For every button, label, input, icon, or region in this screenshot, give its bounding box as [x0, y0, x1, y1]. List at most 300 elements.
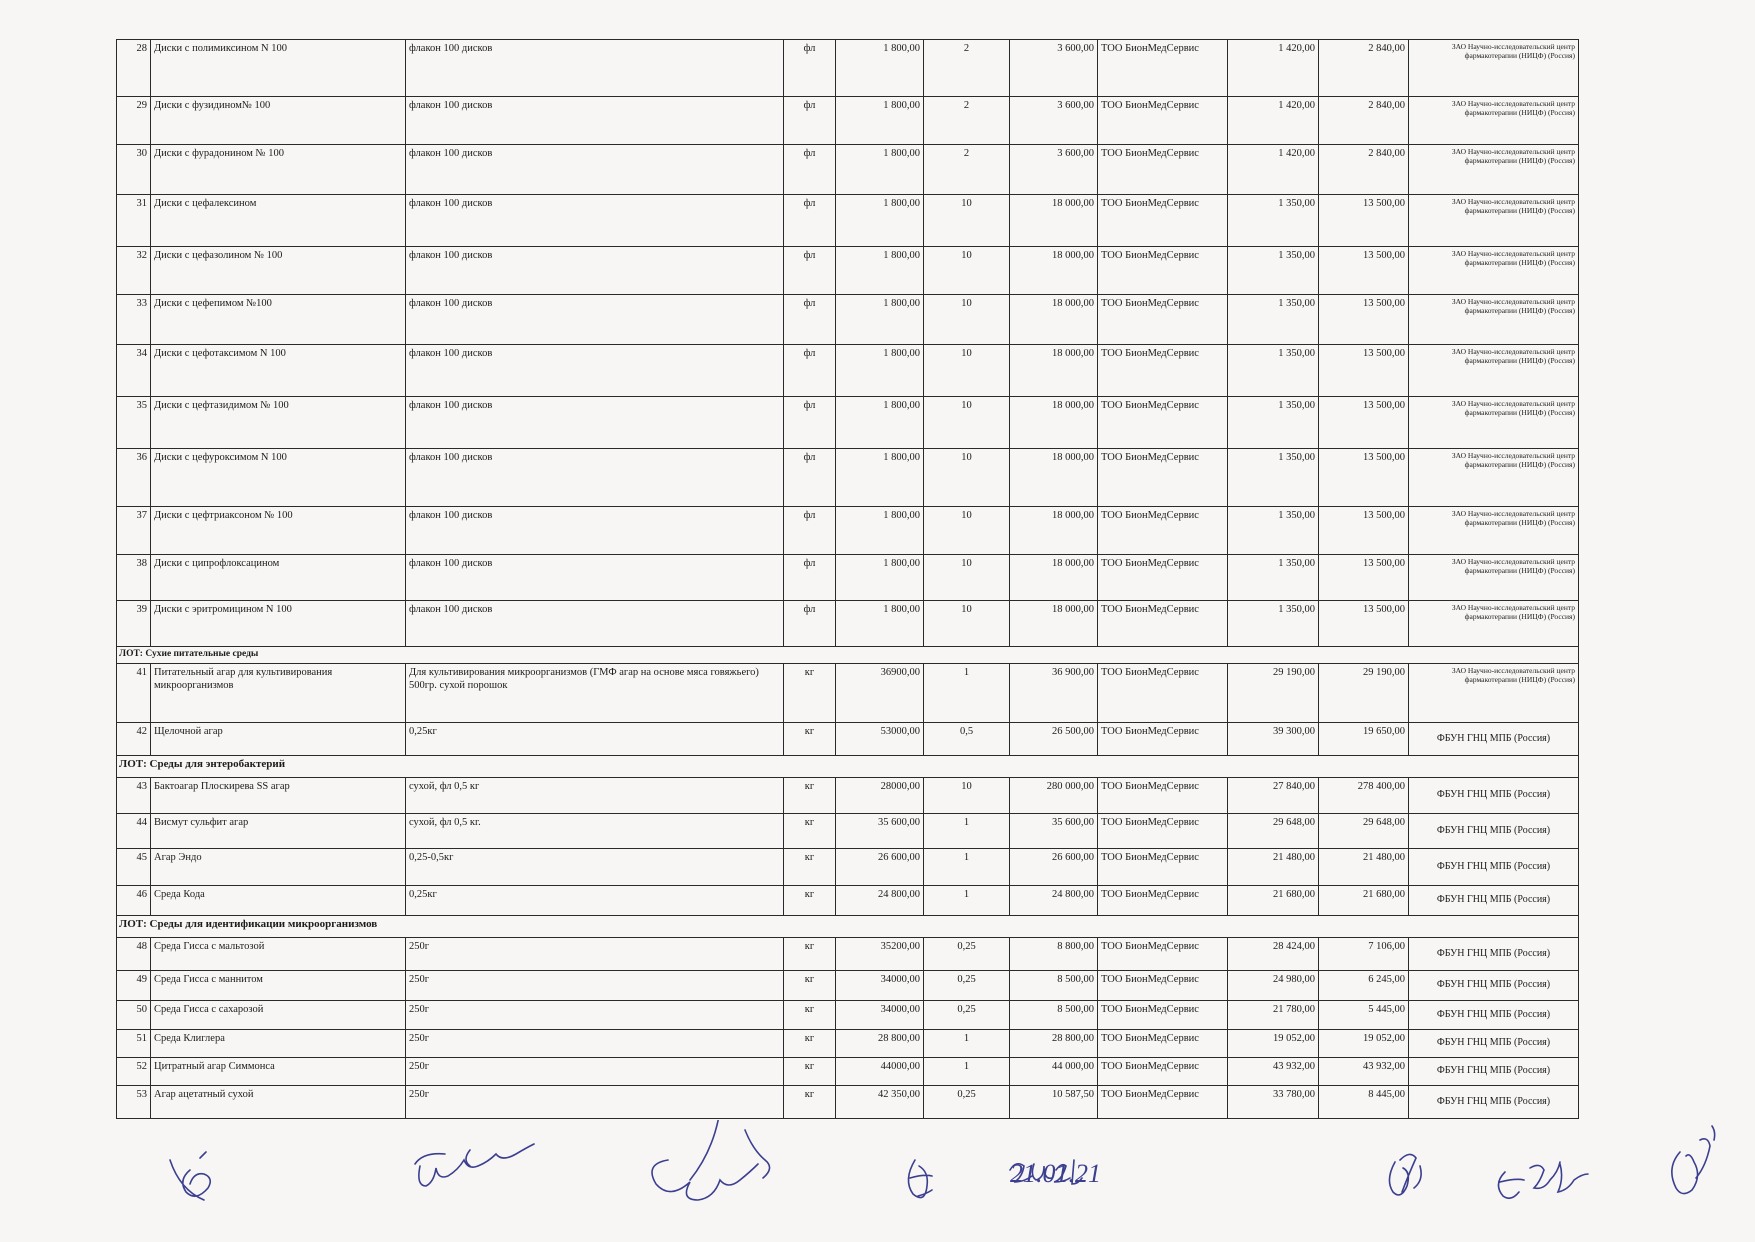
item-name: Среда Гисса с маннитом	[151, 971, 406, 1001]
item-packaging: флакон 100 дисков	[406, 145, 784, 195]
row-number: 41	[117, 664, 151, 723]
manufacturer: ФБУН ГНЦ МПБ (Россия)	[1409, 886, 1579, 916]
table-row	[117, 664, 1579, 723]
manufacturer: ЗАО Научно-исследовательский центр фармакотерапии (НИЦФ) (Россия)	[1409, 40, 1579, 97]
quantity: 10	[924, 449, 1010, 507]
total-sum: 18 000,00	[1010, 601, 1098, 647]
total-sum: 3 600,00	[1010, 145, 1098, 195]
table-row	[117, 971, 1579, 1001]
supplier-price: 1 350,00	[1228, 195, 1319, 247]
supplier-name: ТОО БионМедСервис	[1098, 397, 1228, 449]
supplier-name: ТОО БионМедСервис	[1098, 507, 1228, 555]
supplier-sum: 278 400,00	[1319, 778, 1409, 814]
item-unit: кг	[784, 1001, 836, 1030]
total-sum: 18 000,00	[1010, 345, 1098, 397]
unit-price: 1 800,00	[836, 601, 924, 647]
signature-3	[652, 1120, 770, 1200]
table-row	[117, 345, 1579, 397]
quantity: 1	[924, 1030, 1010, 1058]
manufacturer: ФБУН ГНЦ МПБ (Россия)	[1409, 1086, 1579, 1119]
supplier-price: 29 648,00	[1228, 814, 1319, 849]
supplier-sum: 13 500,00	[1319, 195, 1409, 247]
total-sum: 3 600,00	[1010, 40, 1098, 97]
table-row	[117, 449, 1579, 507]
supplier-sum: 29 648,00	[1319, 814, 1409, 849]
row-number: 48	[117, 938, 151, 971]
manufacturer: ФБУН ГНЦ МПБ (Россия)	[1409, 1058, 1579, 1086]
total-sum: 18 000,00	[1010, 247, 1098, 295]
supplier-name: ТОО БионМедСервис	[1098, 449, 1228, 507]
item-name: Диски с фузидином№ 100	[151, 97, 406, 145]
total-sum: 18 000,00	[1010, 449, 1098, 507]
quantity: 10	[924, 555, 1010, 601]
table-row	[117, 507, 1579, 555]
table-row	[117, 723, 1579, 756]
item-name: Питательный агар для культивирования микроорганизмов	[151, 664, 406, 723]
item-packaging: флакон 100 дисков	[406, 97, 784, 145]
total-sum: 18 000,00	[1010, 195, 1098, 247]
row-number: 49	[117, 971, 151, 1001]
unit-price: 1 800,00	[836, 345, 924, 397]
item-unit: кг	[784, 664, 836, 723]
manufacturer: ФБУН ГНЦ МПБ (Россия)	[1409, 1030, 1579, 1058]
supplier-sum: 13 500,00	[1319, 295, 1409, 345]
supplier-sum: 21 680,00	[1319, 886, 1409, 916]
unit-price: 1 800,00	[836, 555, 924, 601]
supplier-name: ТОО БионМедСервис	[1098, 778, 1228, 814]
manufacturer: ЗАО Научно-исследовательский центр фармакотерапии (НИЦФ) (Россия)	[1409, 507, 1579, 555]
row-number: 36	[117, 449, 151, 507]
item-packaging: 250г	[406, 938, 784, 971]
item-packaging: сухой, фл 0,5 кг	[406, 778, 784, 814]
supplier-price: 1 420,00	[1228, 40, 1319, 97]
row-number: 37	[117, 507, 151, 555]
supplier-price: 1 350,00	[1228, 295, 1319, 345]
supplier-name: ТОО БионМедСервис	[1098, 886, 1228, 916]
supplier-name: ТОО БионМедСервис	[1098, 664, 1228, 723]
supplier-name: ТОО БионМедСервис	[1098, 1001, 1228, 1030]
item-name: Среда Кода	[151, 886, 406, 916]
unit-price: 24 800,00	[836, 886, 924, 916]
item-packaging: 250г	[406, 971, 784, 1001]
total-sum: 8 500,00	[1010, 1001, 1098, 1030]
table-row	[117, 397, 1579, 449]
item-unit: кг	[784, 814, 836, 849]
supplier-sum: 29 190,00	[1319, 664, 1409, 723]
item-name: Агар ацетатный сухой	[151, 1086, 406, 1119]
total-sum: 280 000,00	[1010, 778, 1098, 814]
supplier-price: 1 350,00	[1228, 449, 1319, 507]
item-packaging: флакон 100 дисков	[406, 507, 784, 555]
table-row	[117, 938, 1579, 971]
table-row	[117, 778, 1579, 814]
item-name: Диски с цефтазидимом № 100	[151, 397, 406, 449]
quantity: 10	[924, 397, 1010, 449]
quantity: 10	[924, 295, 1010, 345]
table-row	[117, 195, 1579, 247]
signatures	[0, 1120, 1755, 1242]
procurement-table	[116, 39, 1579, 1119]
item-unit: кг	[784, 938, 836, 971]
supplier-name: ТОО БионМедСервис	[1098, 195, 1228, 247]
signature-7	[1498, 1162, 1588, 1198]
supplier-sum: 43 932,00	[1319, 1058, 1409, 1086]
item-packaging: флакон 100 дисков	[406, 601, 784, 647]
total-sum: 35 600,00	[1010, 814, 1098, 849]
lot-title: ЛОТ: Сухие питательные среды	[117, 647, 1579, 664]
lot-title: ЛОТ: Среды для энтеробактерий	[117, 756, 1579, 778]
item-unit: фл	[784, 555, 836, 601]
item-name: Диски с цефепимом №100	[151, 295, 406, 345]
quantity: 0,25	[924, 938, 1010, 971]
supplier-name: ТОО БионМедСервис	[1098, 601, 1228, 647]
manufacturer: ФБУН ГНЦ МПБ (Россия)	[1409, 1001, 1579, 1030]
supplier-price: 1 420,00	[1228, 97, 1319, 145]
unit-price: 1 800,00	[836, 195, 924, 247]
manufacturer: ФБУН ГНЦ МПБ (Россия)	[1409, 938, 1579, 971]
item-unit: фл	[784, 247, 836, 295]
item-unit: фл	[784, 145, 836, 195]
row-number: 51	[117, 1030, 151, 1058]
supplier-price: 21 680,00	[1228, 886, 1319, 916]
manufacturer: ФБУН ГНЦ МПБ (Россия)	[1409, 849, 1579, 886]
item-name: Щелочной агар	[151, 723, 406, 756]
table-row	[117, 886, 1579, 916]
row-number: 43	[117, 778, 151, 814]
supplier-name: ТОО БионМедСервис	[1098, 97, 1228, 145]
table-row	[117, 1001, 1579, 1030]
unit-price: 36900,00	[836, 664, 924, 723]
item-unit: фл	[784, 601, 836, 647]
manufacturer: ЗАО Научно-исследовательский центр фармакотерапии (НИЦФ) (Россия)	[1409, 195, 1579, 247]
supplier-sum: 19 052,00	[1319, 1030, 1409, 1058]
item-unit: фл	[784, 195, 836, 247]
row-number: 32	[117, 247, 151, 295]
total-sum: 3 600,00	[1010, 97, 1098, 145]
item-packaging: флакон 100 дисков	[406, 449, 784, 507]
lot-header	[117, 647, 1579, 664]
supplier-sum: 13 500,00	[1319, 555, 1409, 601]
item-unit: кг	[784, 1086, 836, 1119]
supplier-price: 1 420,00	[1228, 145, 1319, 195]
total-sum: 8 800,00	[1010, 938, 1098, 971]
quantity: 2	[924, 40, 1010, 97]
item-unit: кг	[784, 723, 836, 756]
unit-price: 1 800,00	[836, 449, 924, 507]
supplier-name: ТОО БионМедСервис	[1098, 345, 1228, 397]
supplier-name: ТОО БионМедСервис	[1098, 247, 1228, 295]
table-row	[117, 1086, 1579, 1119]
supplier-sum: 19 650,00	[1319, 723, 1409, 756]
total-sum: 26 600,00	[1010, 849, 1098, 886]
item-name: Агар Эндо	[151, 849, 406, 886]
item-name: Среда Гисса с мальтозой	[151, 938, 406, 971]
supplier-sum: 2 840,00	[1319, 145, 1409, 195]
unit-price: 1 800,00	[836, 40, 924, 97]
unit-price: 44000,00	[836, 1058, 924, 1086]
supplier-name: ТОО БионМедСервис	[1098, 295, 1228, 345]
unit-price: 1 800,00	[836, 397, 924, 449]
manufacturer: ЗАО Научно-исследовательский центр фармакотерапии (НИЦФ) (Россия)	[1409, 397, 1579, 449]
row-number: 46	[117, 886, 151, 916]
unit-price: 1 800,00	[836, 507, 924, 555]
item-unit: фл	[784, 295, 836, 345]
manufacturer: ЗАО Научно-исследовательский центр фармакотерапии (НИЦФ) (Россия)	[1409, 345, 1579, 397]
table-body	[117, 40, 1579, 1119]
supplier-price: 1 350,00	[1228, 507, 1319, 555]
item-name: Цитратный агар Симмонса	[151, 1058, 406, 1086]
supplier-name: ТОО БионМедСервис	[1098, 40, 1228, 97]
signature-4	[908, 1160, 932, 1198]
row-number: 53	[117, 1086, 151, 1119]
item-packaging: флакон 100 дисков	[406, 195, 784, 247]
item-packaging: 250г	[406, 1001, 784, 1030]
item-unit: фл	[784, 507, 836, 555]
item-name: Диски с эритромицином N 100	[151, 601, 406, 647]
item-packaging: 0,25кг	[406, 723, 784, 756]
table-row	[117, 40, 1579, 97]
manufacturer: ЗАО Научно-исследовательский центр фармакотерапии (НИЦФ) (Россия)	[1409, 295, 1579, 345]
manufacturer: ЗАО Научно-исследовательский центр фармакотерапии (НИЦФ) (Россия)	[1409, 247, 1579, 295]
supplier-sum: 13 500,00	[1319, 345, 1409, 397]
manufacturer: ЗАО Научно-исследовательский центр фармакотерапии (НИЦФ) (Россия)	[1409, 555, 1579, 601]
item-name: Диски с ципрофлоксацином	[151, 555, 406, 601]
supplier-price: 43 932,00	[1228, 1058, 1319, 1086]
quantity: 1	[924, 814, 1010, 849]
quantity: 10	[924, 601, 1010, 647]
row-number: 38	[117, 555, 151, 601]
item-packaging: 250г	[406, 1086, 784, 1119]
table-row	[117, 295, 1579, 345]
supplier-price: 1 350,00	[1228, 601, 1319, 647]
total-sum: 28 800,00	[1010, 1030, 1098, 1058]
quantity: 2	[924, 145, 1010, 195]
unit-price: 1 800,00	[836, 97, 924, 145]
item-name: Диски с фурадонином № 100	[151, 145, 406, 195]
quantity: 10	[924, 247, 1010, 295]
supplier-sum: 13 500,00	[1319, 247, 1409, 295]
supplier-sum: 13 500,00	[1319, 507, 1409, 555]
item-packaging: сухой, фл 0,5 кг.	[406, 814, 784, 849]
supplier-name: ТОО БионМедСервис	[1098, 849, 1228, 886]
unit-price: 53000,00	[836, 723, 924, 756]
quantity: 10	[924, 345, 1010, 397]
signature-6	[1389, 1154, 1421, 1194]
item-name: Среда Клиглера	[151, 1030, 406, 1058]
total-sum: 8 500,00	[1010, 971, 1098, 1001]
supplier-price: 28 424,00	[1228, 938, 1319, 971]
table-row	[117, 1030, 1579, 1058]
signature-2	[415, 1144, 534, 1186]
row-number: 52	[117, 1058, 151, 1086]
quantity: 1	[924, 849, 1010, 886]
supplier-price: 1 350,00	[1228, 247, 1319, 295]
manufacturer: ЗАО Научно-исследовательский центр фармакотерапии (НИЦФ) (Россия)	[1409, 97, 1579, 145]
item-unit: кг	[784, 886, 836, 916]
item-name: Висмут сульфит агар	[151, 814, 406, 849]
supplier-price: 24 980,00	[1228, 971, 1319, 1001]
item-unit: фл	[784, 345, 836, 397]
quantity: 10	[924, 778, 1010, 814]
table-row	[117, 145, 1579, 195]
item-name: Среда Гисса с сахарозой	[151, 1001, 406, 1030]
supplier-name: ТОО БионМедСервис	[1098, 555, 1228, 601]
manufacturer: ЗАО Научно-исследовательский центр фармакотерапии (НИЦФ) (Россия)	[1409, 601, 1579, 647]
supplier-price: 21 480,00	[1228, 849, 1319, 886]
row-number: 33	[117, 295, 151, 345]
total-sum: 24 800,00	[1010, 886, 1098, 916]
supplier-name: ТОО БионМедСервис	[1098, 814, 1228, 849]
total-sum: 18 000,00	[1010, 555, 1098, 601]
unit-price: 42 350,00	[836, 1086, 924, 1119]
manufacturer: ЗАО Научно-исследовательский центр фармакотерапии (НИЦФ) (Россия)	[1409, 664, 1579, 723]
item-packaging: флакон 100 дисков	[406, 397, 784, 449]
item-packaging: 0,25кг	[406, 886, 784, 916]
unit-price: 1 800,00	[836, 247, 924, 295]
supplier-sum: 13 500,00	[1319, 449, 1409, 507]
item-packaging: флакон 100 дисков	[406, 555, 784, 601]
row-number: 44	[117, 814, 151, 849]
row-number: 30	[117, 145, 151, 195]
manufacturer: ФБУН ГНЦ МПБ (Россия)	[1409, 971, 1579, 1001]
supplier-name: ТОО БионМедСервис	[1098, 1030, 1228, 1058]
supplier-sum: 6 245,00	[1319, 971, 1409, 1001]
supplier-sum: 2 840,00	[1319, 40, 1409, 97]
row-number: 45	[117, 849, 151, 886]
supplier-price: 29 190,00	[1228, 664, 1319, 723]
supplier-name: ТОО БионМедСервис	[1098, 723, 1228, 756]
supplier-price: 27 840,00	[1228, 778, 1319, 814]
quantity: 0,25	[924, 1001, 1010, 1030]
row-number: 50	[117, 1001, 151, 1030]
quantity: 10	[924, 507, 1010, 555]
quantity: 1	[924, 664, 1010, 723]
supplier-name: ТОО БионМедСервис	[1098, 1086, 1228, 1119]
table-row	[117, 97, 1579, 145]
item-packaging: 250г	[406, 1058, 784, 1086]
table-row	[117, 1058, 1579, 1086]
table-row	[117, 555, 1579, 601]
unit-price: 28000,00	[836, 778, 924, 814]
item-unit: кг	[784, 849, 836, 886]
signature-date: 21.01.21	[1010, 1159, 1101, 1188]
item-packaging: флакон 100 дисков	[406, 40, 784, 97]
item-packaging: флакон 100 дисков	[406, 345, 784, 397]
total-sum: 18 000,00	[1010, 507, 1098, 555]
item-unit: фл	[784, 97, 836, 145]
signature-8	[1672, 1126, 1715, 1194]
quantity: 0,5	[924, 723, 1010, 756]
unit-price: 34000,00	[836, 971, 924, 1001]
item-unit: кг	[784, 971, 836, 1001]
unit-price: 26 600,00	[836, 849, 924, 886]
total-sum: 10 587,50	[1010, 1086, 1098, 1119]
row-number: 34	[117, 345, 151, 397]
item-packaging: флакон 100 дисков	[406, 247, 784, 295]
item-name: Диски с цефазолином № 100	[151, 247, 406, 295]
manufacturer: ЗАО Научно-исследовательский центр фармакотерапии (НИЦФ) (Россия)	[1409, 145, 1579, 195]
total-sum: 26 500,00	[1010, 723, 1098, 756]
supplier-sum: 21 480,00	[1319, 849, 1409, 886]
table-row	[117, 601, 1579, 647]
unit-price: 1 800,00	[836, 145, 924, 195]
table-row	[117, 814, 1579, 849]
item-name: Диски с цефуроксимом N 100	[151, 449, 406, 507]
supplier-name: ТОО БионМедСервис	[1098, 971, 1228, 1001]
supplier-sum: 13 500,00	[1319, 397, 1409, 449]
row-number: 31	[117, 195, 151, 247]
row-number: 39	[117, 601, 151, 647]
supplier-name: ТОО БионМедСервис	[1098, 145, 1228, 195]
supplier-price: 21 780,00	[1228, 1001, 1319, 1030]
quantity: 2	[924, 97, 1010, 145]
item-name: Диски с цефтриаксоном № 100	[151, 507, 406, 555]
item-unit: фл	[784, 449, 836, 507]
item-packaging: 250г	[406, 1030, 784, 1058]
table-row	[117, 849, 1579, 886]
row-number: 42	[117, 723, 151, 756]
manufacturer: ФБУН ГНЦ МПБ (Россия)	[1409, 778, 1579, 814]
supplier-sum: 8 445,00	[1319, 1086, 1409, 1119]
item-unit: фл	[784, 397, 836, 449]
quantity: 0,25	[924, 971, 1010, 1001]
supplier-price: 33 780,00	[1228, 1086, 1319, 1119]
supplier-price: 1 350,00	[1228, 397, 1319, 449]
unit-price: 35200,00	[836, 938, 924, 971]
quantity: 1	[924, 886, 1010, 916]
signature-1	[170, 1152, 210, 1200]
item-packaging: флакон 100 дисков	[406, 295, 784, 345]
supplier-sum: 7 106,00	[1319, 938, 1409, 971]
item-name: Диски с полимиксином N 100	[151, 40, 406, 97]
manufacturer: ФБУН ГНЦ МПБ (Россия)	[1409, 814, 1579, 849]
item-unit: фл	[784, 40, 836, 97]
manufacturer: ФБУН ГНЦ МПБ (Россия)	[1409, 723, 1579, 756]
item-unit: кг	[784, 1058, 836, 1086]
supplier-price: 39 300,00	[1228, 723, 1319, 756]
supplier-sum: 2 840,00	[1319, 97, 1409, 145]
supplier-sum: 13 500,00	[1319, 601, 1409, 647]
supplier-price: 1 350,00	[1228, 555, 1319, 601]
item-packaging: 0,25-0,5кг	[406, 849, 784, 886]
supplier-price: 1 350,00	[1228, 345, 1319, 397]
row-number: 28	[117, 40, 151, 97]
quantity: 0,25	[924, 1086, 1010, 1119]
item-unit: кг	[784, 778, 836, 814]
unit-price: 1 800,00	[836, 295, 924, 345]
item-unit: кг	[784, 1030, 836, 1058]
unit-price: 35 600,00	[836, 814, 924, 849]
row-number: 35	[117, 397, 151, 449]
manufacturer: ЗАО Научно-исследовательский центр фармакотерапии (НИЦФ) (Россия)	[1409, 449, 1579, 507]
supplier-name: ТОО БионМедСервис	[1098, 1058, 1228, 1086]
row-number: 29	[117, 97, 151, 145]
table-row	[117, 247, 1579, 295]
quantity: 1	[924, 1058, 1010, 1086]
total-sum: 18 000,00	[1010, 295, 1098, 345]
quantity: 10	[924, 195, 1010, 247]
item-name: Диски с цефалексином	[151, 195, 406, 247]
lot-title: ЛОТ: Среды для идентификации микроорганизмов	[117, 916, 1579, 938]
unit-price: 28 800,00	[836, 1030, 924, 1058]
unit-price: 34000,00	[836, 1001, 924, 1030]
lot-header	[117, 756, 1579, 778]
item-packaging: Для культивирования микроорганизмов (ГМФ агар на основе мяса говяжьего) 500гр. сухой порошок	[406, 664, 784, 723]
total-sum: 18 000,00	[1010, 397, 1098, 449]
supplier-name: ТОО БионМедСервис	[1098, 938, 1228, 971]
total-sum: 44 000,00	[1010, 1058, 1098, 1086]
item-name: Диски с цефотаксимом N 100	[151, 345, 406, 397]
